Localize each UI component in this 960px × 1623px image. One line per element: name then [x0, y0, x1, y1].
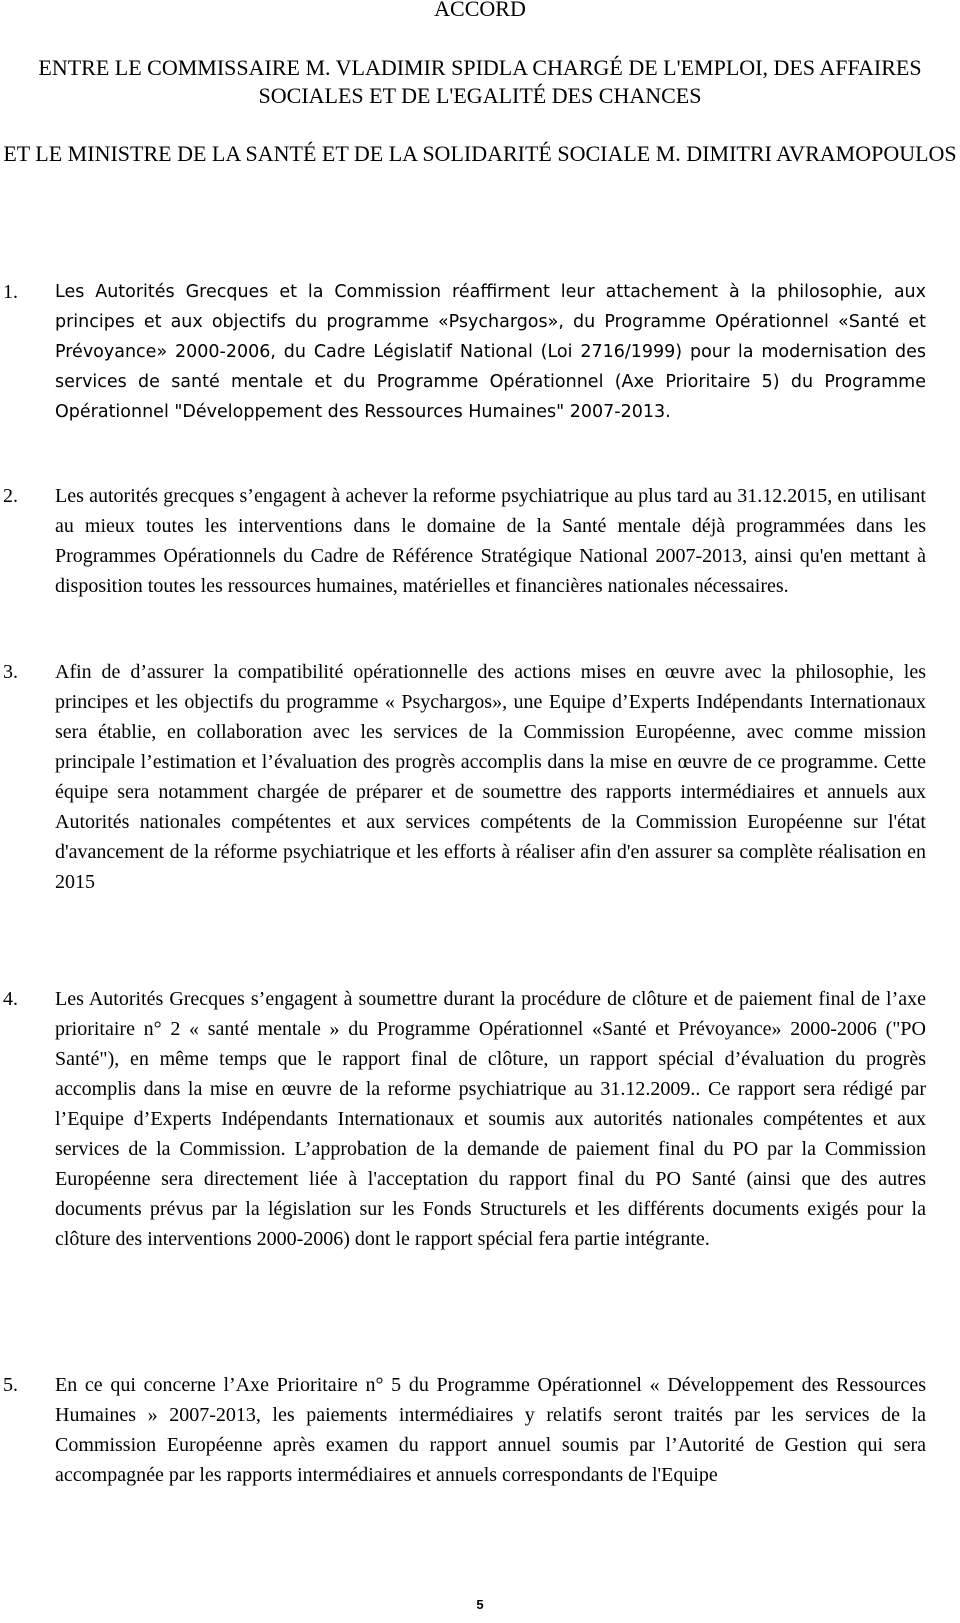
- article-text: En ce qui concerne l’Axe Prioritaire n° 5 du Programme Opérationnel « Développement des Ressources Humaines » 2007-2013, les paiements intermédiaires y relatifs seront traités par les services de la Commission Européenne après examen du rapport annuel soumis par l’Autorité de Gestion qui sera accompagnée par les rapports intermédiaires et annuels correspondants de l'Equipe: [55, 1374, 926, 1486]
- page-number: 5: [476, 1597, 484, 1612]
- article-number: 2.: [3, 485, 18, 507]
- heading-commissioner: ENTRE LE COMMISSAIRE M. VLADIMIR SPIDLA CHARGÉ DE L'EMPLOI, DES AFFAIRES SOCIALES ET DE L'EGALITÉ DES CHANCES: [38, 55, 922, 108]
- article-number: 4.: [3, 988, 18, 1010]
- document-title: ACCORD: [434, 0, 526, 21]
- article-number: 3.: [3, 661, 18, 683]
- article-number: 5.: [3, 1374, 18, 1396]
- article-text: Afin de d’assurer la compatibilité opérationnelle des actions mises en œuvre avec la philosophie, les principes et les objectifs du programme « Psychargos», une Equipe d’Experts Indépendants Internationaux sera établie, en collaboration avec les services de la Commission Européenne, avec comme mission principale l’estimation et l’évaluation des progrès accomplis dans la mise en œuvre de ce programme. Cette équipe sera notamment chargée de préparer et de soumettre des rapports intermédiaires et annuels aux Autorités nationales compétentes et aux services compétents de la Commission Européenne sur l'état d'avancement de la réforme psychiatrique et les efforts à réaliser afin d'en assurer sa complète réalisation en 2015: [55, 661, 926, 893]
- article-text: Les Autorités Grecques et la Commission réaffirment leur attachement à la philosophie, aux principes et aux objectifs du programme «Psychargos», du Programme Opérationnel «Santé et Prévoyance» 2000-2006, du Cadre Législatif National (Loi 2716/1999) pour la modernisation des services de santé mentale et du Programme Opérationnel (Axe Prioritaire 5) du Programme Opérationnel "Développement des Ressources Humaines" 2007-2013.: [55, 282, 926, 422]
- article-number: 1.: [3, 281, 18, 303]
- article-text: Les autorités grecques s’engagent à achever la reforme psychiatrique au plus tard au 31.12.2015, en utilisant au mieux toutes les interventions dans le domaine de la Santé mentale déjà programmées dans les Programmes Opérationnels du Cadre de Référence Stratégique National 2007-2013, ainsi qu'en mettant à disposition toutes les ressources humaines, matérielles et financières nationales nécessaires.: [55, 485, 926, 597]
- heading-minister: ET LE MINISTRE DE LA SANTÉ ET DE LA SOLIDARITÉ SOCIALE M. DIMITRI AVRAMOPOULOS: [3, 141, 957, 166]
- article-text: Les Autorités Grecques s’engagent à soumettre durant la procédure de clôture et de paiement final de l’axe prioritaire n° 2 « santé mentale » du Programme Opérationnel «Santé et Prévoyance» 2000-2006 ("PO Santé"), en même temps que le rapport final de clôture, un rapport spécial d’évaluation du progrès accomplis dans la mise en œuvre de la reforme psychiatrique au 31.12.2009.. Ce rapport sera rédigé par l’Equipe d’Experts Indépendants Internationaux et soumis aux autorités nationales compétentes et aux services de la Commission. L’approbation de la demande de paiement final du PO par la Commission Européenne sera directement liée à l'acceptation du rapport final du PO Santé (ainsi que des autres documents prévus par la législation sur les Fonds Structurels et les différents documents exigés pour la clôture des interventions 2000-2006) dont le rapport spécial fera partie intégrante.: [55, 988, 926, 1250]
